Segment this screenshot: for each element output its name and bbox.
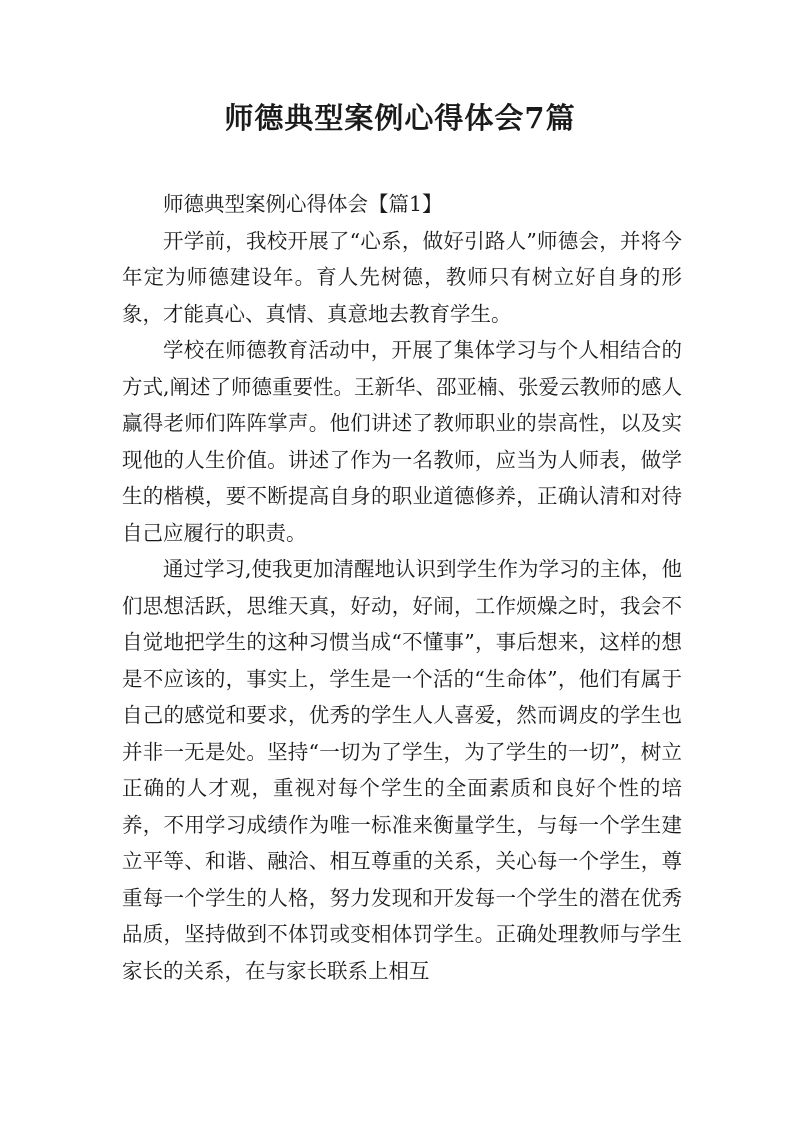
section-heading: 师德典型案例心得体会【篇1】: [163, 192, 443, 216]
paragraph-2: 学校在师德教育活动中，开展了集体学习与个人相结合的方式,阐述了师德重要性。王新华、邵亚楠、张爱云教师的感人赢得老师们阵阵掌声。他们讲述了教师职业的崇高性，以及实现他的人生价值。讲述了作为一名教师，应当为人师表，做学生的楷模，要不断提高自身的职业道德修养，正确认清和对待自己应履行的职责。: [122, 338, 683, 545]
paragraph-3: 通过学习,使我更加清醒地认识到学生作为学习的主体，他们思想活跃，思维天真，好动，好闹，工作烦燥之时，我会不自觉地把学生的这种习惯当成“不懂事”，事后想来，这样的想是不应该的，事实上，学生是一个活的“生命体”，他们有属于自己的感觉和要求，优秀的学生人人喜爱，然而调皮的学生也并非一无是处。坚持“一切为了学生，为了学生的一切”，树立正确的人才观，重视对每个学生的全面素质和良好个性的培养，不用学习成绩作为唯一标准来衡量学生，与每一个学生建立平等、和谐、融洽、相互尊重的关系，关心每一个学生，尊重每一个学生的人格，努力发现和开发每一个学生的潜在优秀品质，坚持做到不体罚或变相体罚学生。正确处理教师与学生家长的关系，在与家长联系上相互: [122, 557, 683, 983]
document-body: [122, 186, 682, 989]
paragraph-1: 开学前，我校开展了“心系，做好引路人”师德会，并将今年定为师德建设年。育人先树德，教师只有树立好自身的形象，才能真心、真情、真意地去教育学生。: [122, 228, 682, 326]
document-title: 师德典型案例心得体会7篇: [224, 101, 576, 135]
